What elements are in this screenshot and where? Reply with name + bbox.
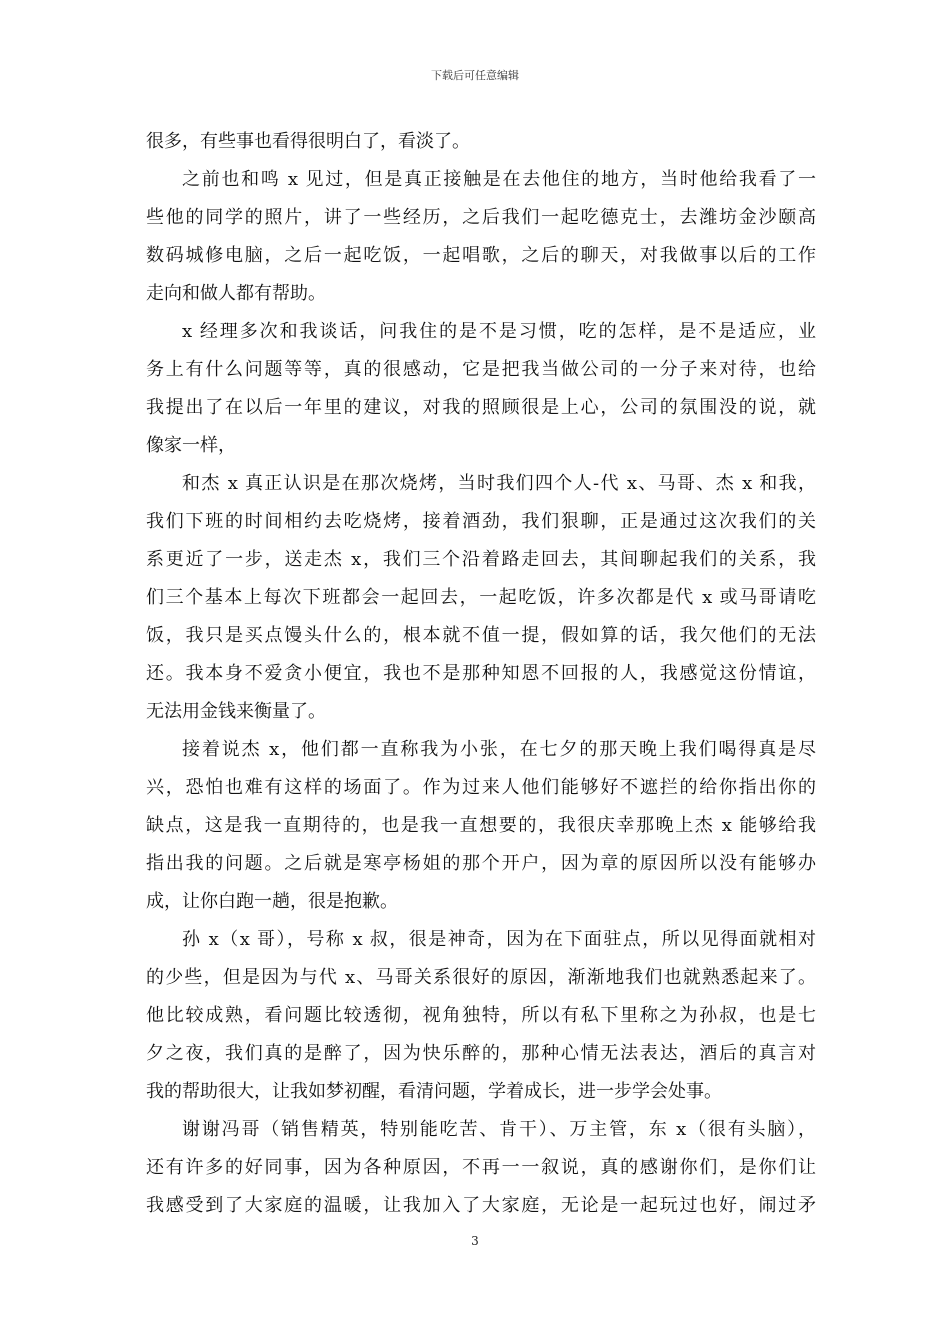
paragraph <box>146 127 816 165</box>
paragraph <box>146 1115 816 1229</box>
text-line: 他比较成熟，看问题比较透彻，视角独特，所以有私下里称之为孙叔，也是七 <box>146 1005 816 1026</box>
page-number: 3 <box>471 1234 479 1248</box>
text-line: 饭，我只是买点馒头什么的，根本就不值一提，假如算的话，我欠他们的无法 <box>146 625 816 646</box>
text-line: 成，让你白跑一趟，很是抱歉。 <box>146 891 398 912</box>
paragraph <box>146 165 816 317</box>
text-line: 夕之夜，我们真的是醉了，因为快乐醉的，那种心情无法表达，酒后的真言对 <box>146 1043 816 1064</box>
text-line: 缺点，这是我一直期待的，也是我一直想要的，我很庆幸那晚上杰 x 能够给我 <box>146 815 816 836</box>
text-line: 无法用金钱来衡量了。 <box>146 701 326 722</box>
text-line: 我提出了在以后一年里的建议，对我的照顾很是上心，公司的氛围没的说，就 <box>146 397 816 418</box>
paragraph <box>146 469 816 735</box>
text-line: 还。我本身不爱贪小便宜，我也不是那种知恩不回报的人，我感觉这份情谊， <box>146 663 816 684</box>
text-line: 数码城修电脑，之后一起吃饭，一起唱歌，之后的聊天，对我做事以后的工作 <box>146 245 816 266</box>
text-line: 指出我的问题。之后就是寒亭杨姐的那个开户，因为章的原因所以没有能够办 <box>146 853 816 874</box>
text-line: 们三个基本上每次下班都会一起回去，一起吃饭，许多次都是代 x 或马哥请吃 <box>146 587 816 608</box>
text-line: 孙 x（x 哥），号称 x 叔，很是神奇，因为在下面驻点，所以见得面就相对 <box>182 929 816 950</box>
document-body <box>146 127 816 1229</box>
page-header: 下载后可任意编辑 <box>431 69 519 82</box>
text-line: x 经理多次和我谈话，问我住的是不是习惯，吃的怎样，是不是适应，业 <box>182 321 816 342</box>
paragraph <box>146 925 816 1115</box>
text-line: 我感受到了大家庭的温暖，让我加入了大家庭，无论是一起玩过也好，闹过矛 <box>146 1195 816 1216</box>
text-line: 还有许多的好同事，因为各种原因，不再一一叙说，真的感谢你们，是你们让 <box>146 1157 816 1178</box>
text-line: 系更近了一步，送走杰 x，我们三个沿着路走回去，其间聊起我们的关系，我 <box>146 549 816 570</box>
text-line: 务上有什么问题等等，真的很感动，它是把我当做公司的一分子来对待，也给 <box>146 359 816 380</box>
text-line: 谢谢冯哥（销售精英，特别能吃苦、肯干）、万主管，东 x（很有头脑）， <box>182 1119 816 1140</box>
text-line: 我的帮助很大，让我如梦初醒，看清问题，学着成长，进一步学会处事。 <box>146 1081 722 1102</box>
text-line: 些他的同学的照片，讲了一些经历，之后我们一起吃德克士，去潍坊金沙颐高 <box>146 207 816 228</box>
paragraph <box>146 735 816 925</box>
text-line: 的少些，但是因为与代 x、马哥关系很好的原因，渐渐地我们也就熟悉起来了。 <box>146 967 816 988</box>
text-line: 和杰 x 真正认识是在那次烧烤，当时我们四个人-代 x、马哥、杰 x 和我， <box>182 473 816 494</box>
paragraph <box>146 317 816 469</box>
text-line: 像家一样， <box>146 435 236 456</box>
text-line: 兴，恐怕也难有这样的场面了。作为过来人他们能够好不遮拦的给你指出你的 <box>146 777 816 798</box>
text-line: 之前也和鸣 x 见过，但是真正接触是在去他住的地方，当时他给我看了一 <box>182 169 816 190</box>
text-line: 接着说杰 x，他们都一直称我为小张，在七夕的那天晚上我们喝得真是尽 <box>182 739 816 760</box>
text-line: 很多，有些事也看得很明白了，看淡了。 <box>146 131 470 152</box>
text-line: 走向和做人都有帮助。 <box>146 283 326 304</box>
text-line: 我们下班的时间相约去吃烧烤，接着酒劲，我们狠聊，正是通过这次我们的关 <box>146 511 816 532</box>
